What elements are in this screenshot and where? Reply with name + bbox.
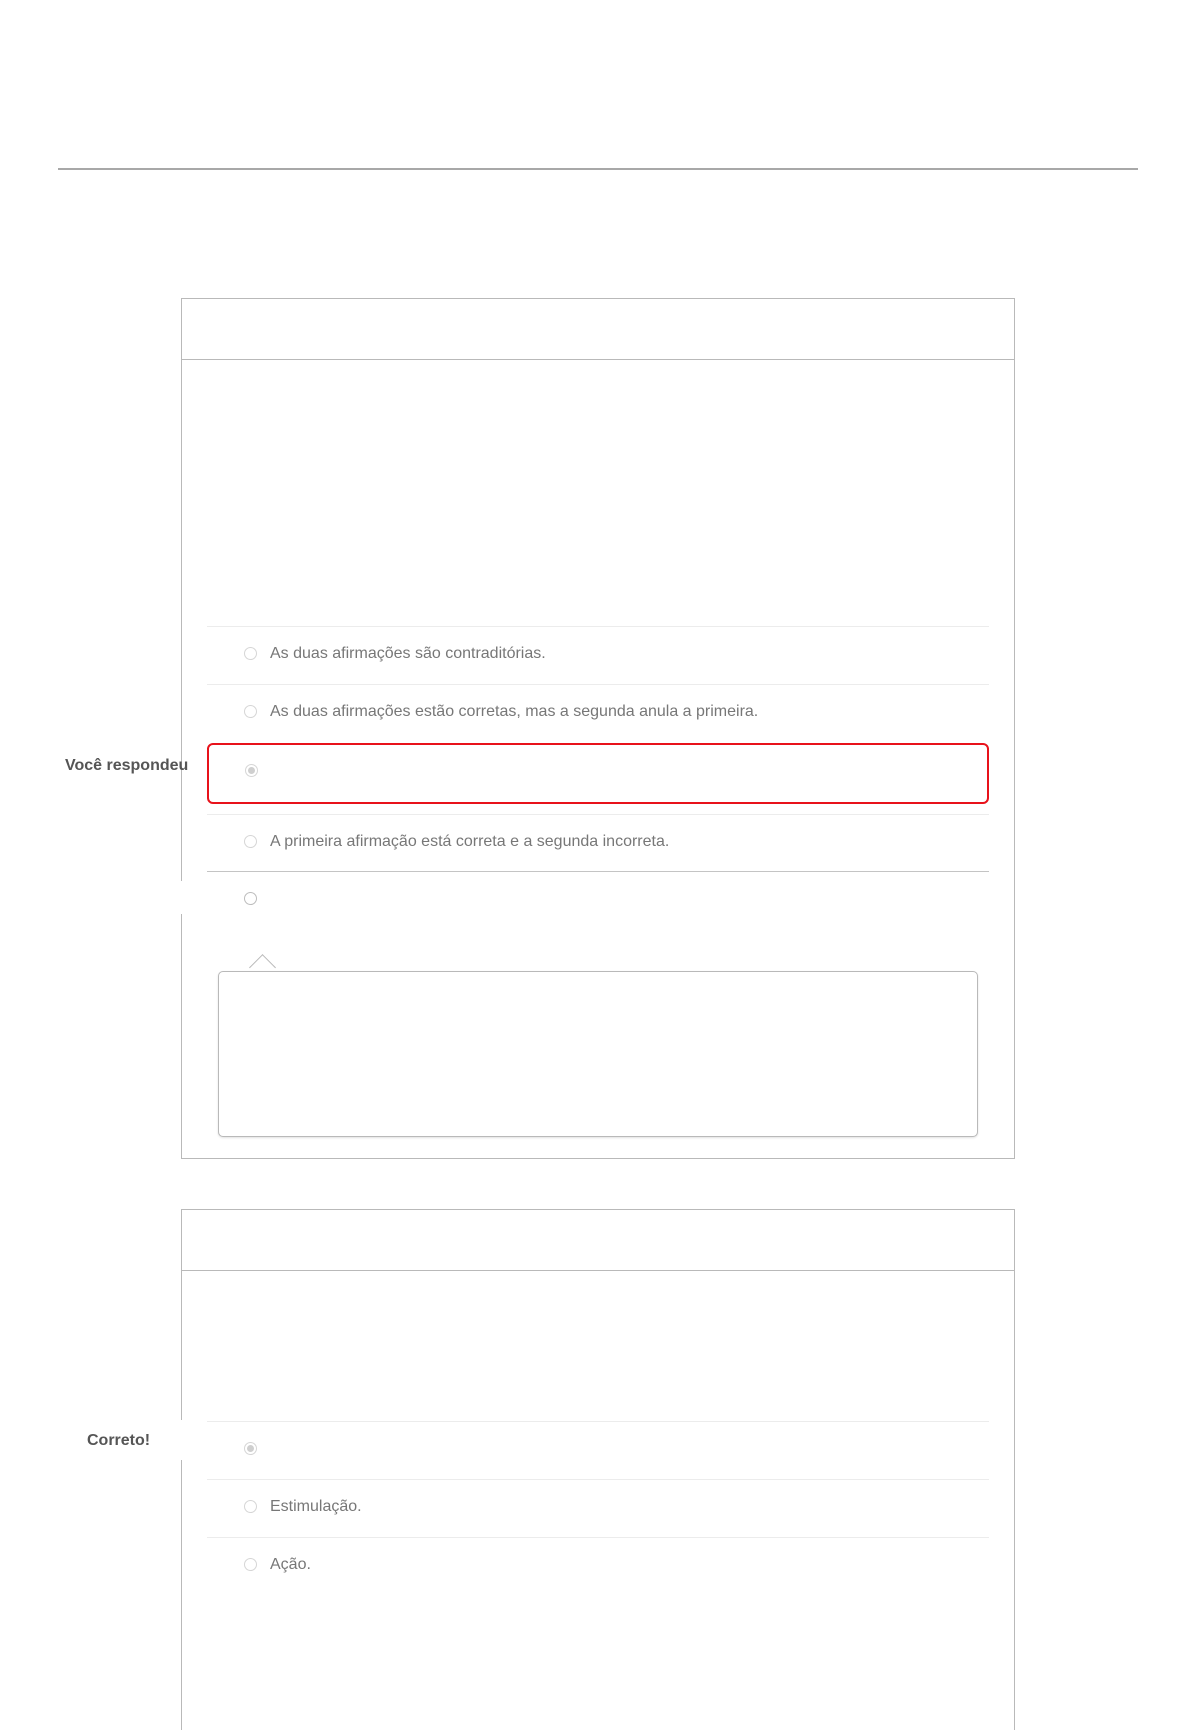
- you-answered-label: Você respondeu: [65, 757, 189, 774]
- answer-option-2[interactable]: [207, 1479, 989, 1536]
- answer-label: A primeira afirmação está correta e a segunda incorreta.: [270, 833, 670, 850]
- answer-option-1[interactable]: [207, 626, 989, 683]
- radio-button-icon[interactable]: [244, 647, 257, 660]
- answer-label: As duas afirmações estão corretas, mas a segunda anula a primeira.: [270, 703, 759, 720]
- border-gap: [178, 881, 184, 914]
- answer-option-5[interactable]: [207, 871, 989, 928]
- answer-option-2[interactable]: [207, 684, 989, 741]
- answer-option-1-selected[interactable]: [207, 1421, 989, 1478]
- answer-option-3[interactable]: [207, 1537, 989, 1594]
- question-header: [182, 299, 1014, 360]
- border-gap: [178, 1420, 184, 1460]
- answer-label: Estimulação.: [270, 1498, 362, 1515]
- question-card-2: [181, 1209, 1015, 1730]
- radio-button-icon[interactable]: [244, 835, 257, 848]
- radio-button-selected-icon[interactable]: [244, 1442, 257, 1455]
- radio-button-icon[interactable]: [244, 1558, 257, 1571]
- feedback-box: [218, 971, 978, 1137]
- correct-label: Correto!: [87, 1432, 151, 1449]
- radio-button-icon[interactable]: [244, 705, 257, 718]
- page-divider: [58, 168, 1138, 170]
- radio-button-selected-icon[interactable]: [245, 764, 258, 777]
- answer-option-4[interactable]: [207, 814, 989, 871]
- answer-option-3-selected[interactable]: [207, 743, 989, 804]
- radio-button-icon[interactable]: [244, 1500, 257, 1513]
- answer-label: Ação.: [270, 1556, 311, 1573]
- radio-button-icon[interactable]: [244, 892, 257, 905]
- question-header: [182, 1210, 1014, 1271]
- answer-label: As duas afirmações são contraditórias.: [270, 645, 546, 662]
